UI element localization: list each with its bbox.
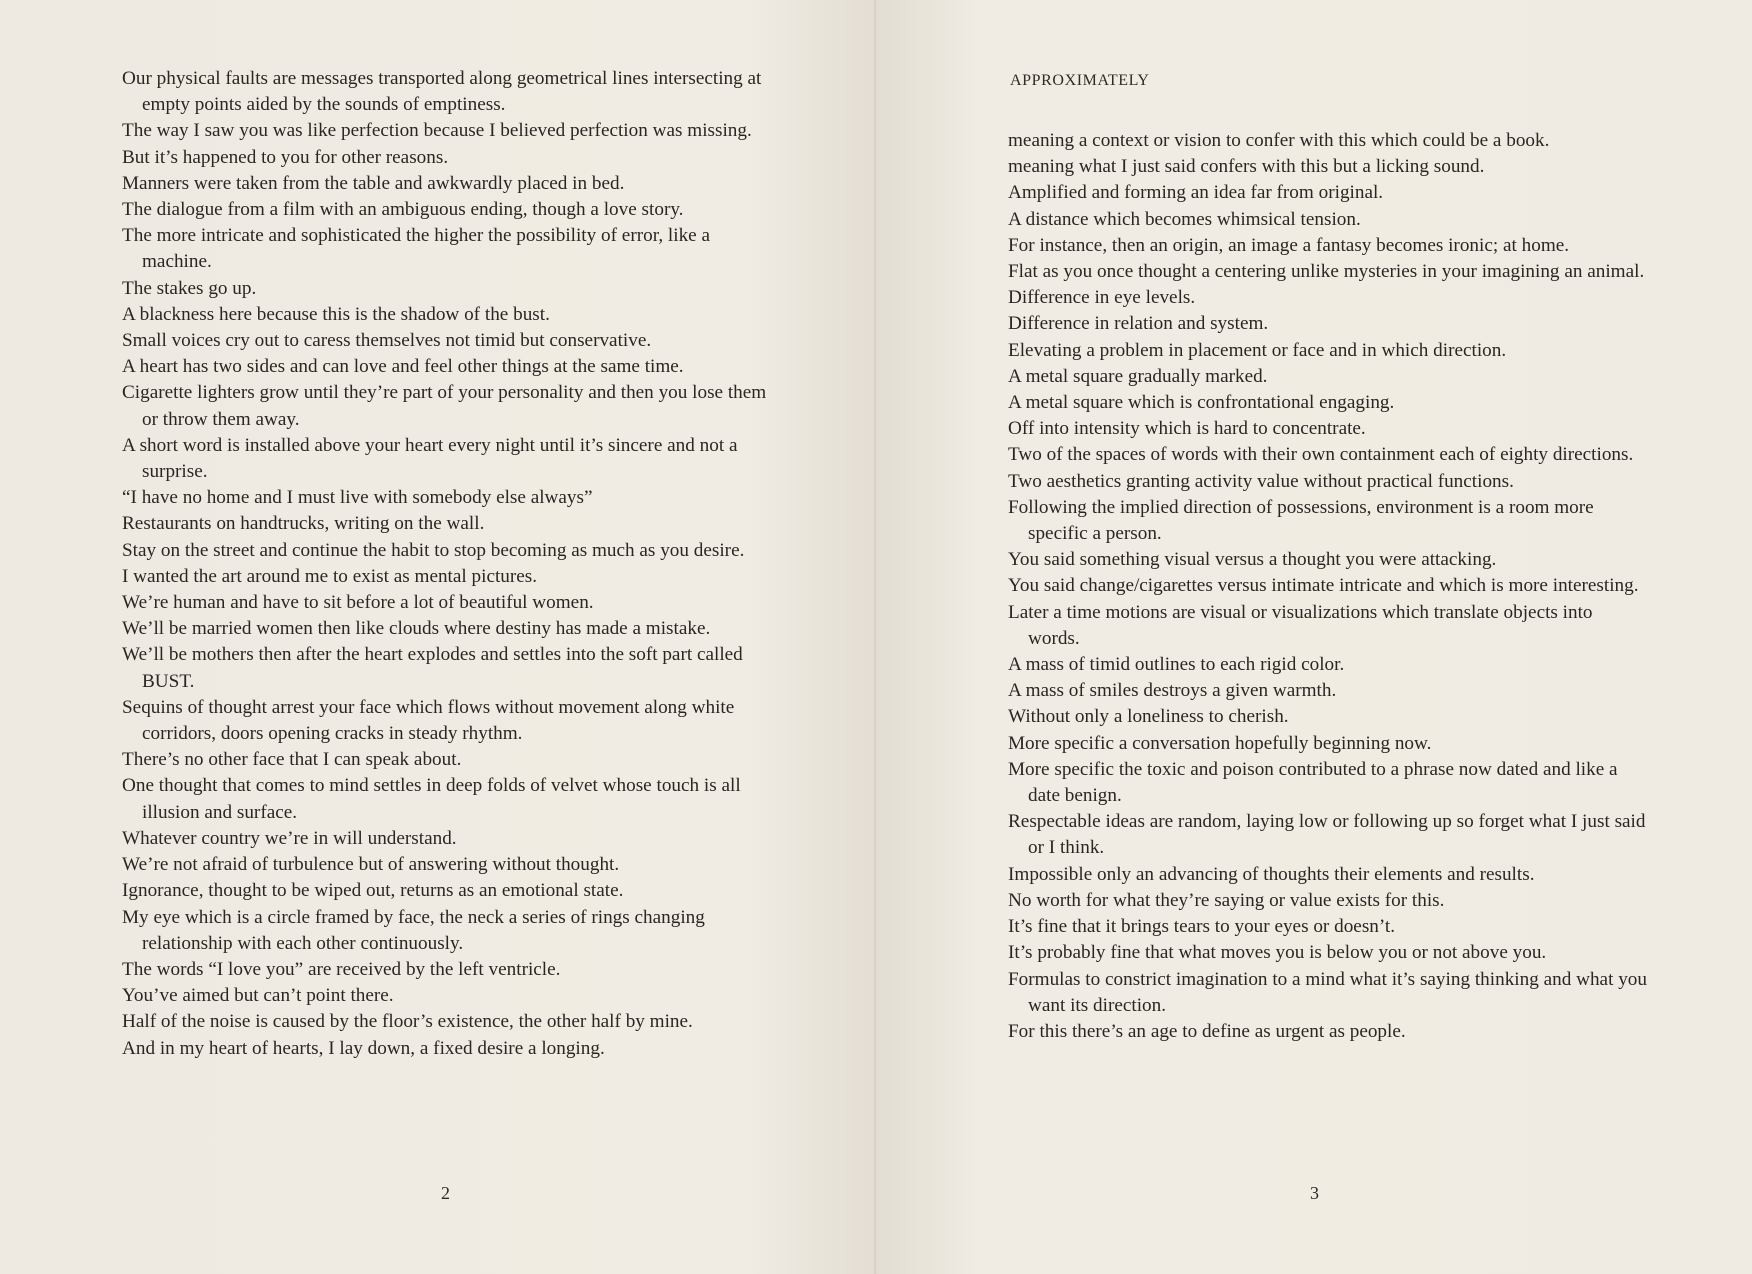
poem-line: Small voices cry out to caress themselves not timid but conservative. [122, 330, 652, 352]
poem-line: Off into intensity which is hard to concentrate. [1008, 418, 1366, 440]
poem-line: Following the implied direction of possessions, environment is a room more specific a person. [1008, 496, 1594, 545]
poem-line: A metal square gradually marked. [1008, 365, 1268, 387]
poem-line: “I have no home and I must live with somebody else always” [122, 487, 593, 509]
poem-line: A blackness here because this is the shadow of the bust. [122, 303, 550, 325]
poem-line: We’ll be married women then like clouds where destiny has made a mistake. [122, 618, 711, 640]
poem-line: And in my heart of hearts, I lay down, a fixed desire a longing. [122, 1037, 605, 1059]
page-number: 2 [441, 1183, 450, 1203]
poem-line: One thought that comes to mind settles in deep folds of velvet whose touch is all illusion and surface. [122, 775, 741, 823]
page-number: 3 [1310, 1183, 1319, 1203]
poem-line: The way I saw you was like perfection because I believed perfection was missing. [122, 120, 752, 142]
poem-line: Our physical faults are messages transported along geometrical lines intersecting at empty points aided by the sounds of emptiness. [122, 68, 762, 116]
poem-line: We’re not afraid of turbulence but of answering without thought. [122, 854, 620, 876]
poem-line: Difference in relation and system. [1008, 313, 1269, 335]
poem-line: Later a time motions are visual or visualizations which translate objects into words. [1008, 601, 1593, 649]
poem-line: Half of the noise is caused by the floor’s existence, the other half by mine. [122, 1011, 693, 1033]
poem-line: Flat as you once thought a centering unlike mysteries in your imagining an animal. [1008, 261, 1645, 283]
poem-line: For instance, then an origin, an image a fantasy becomes ironic; at home. [1008, 234, 1570, 256]
poem-line: More specific a conversation hopefully beginning now. [1008, 732, 1432, 754]
poem-line: More specific the toxic and poison contributed to a phrase now dated and like a date benign. [1008, 758, 1618, 807]
poem-line: A metal square which is confrontational engaging. [1008, 392, 1395, 414]
poem-line: We’re human and have to sit before a lot of beautiful women. [122, 592, 594, 614]
poem-line: You’ve aimed but can’t point there. [122, 985, 394, 1007]
poem-line: No worth for what they’re saying or value exists for this. [1008, 889, 1445, 911]
poem-line: A heart has two sides and can love and feel other things at the same time. [122, 356, 684, 378]
right-poem [1008, 128, 1648, 1045]
poem-line: We’ll be mothers then after the heart explodes and settles into the soft part called BUST. [122, 644, 743, 692]
poem-line: The words “I love you” are received by the left ventricle. [122, 958, 561, 980]
poem-line: I wanted the art around me to exist as mental pictures. [122, 565, 538, 587]
poem-line: My eye which is a circle framed by face, the neck a series of rings changing relationship with each other continuously. [122, 906, 705, 954]
poem-line: You said something visual versus a thought you were attacking. [1008, 549, 1497, 571]
poem-line: You said change/cigarettes versus intimate intricate and which is more interesting. [1008, 575, 1639, 597]
poem-line: Cigarette lighters grow until they’re part of your personality and then you lose them or throw them away. [122, 382, 767, 430]
right-page [876, 0, 1752, 1274]
poem-line: Ignorance, thought to be wiped out, returns as an emotional state. [122, 880, 624, 902]
poem-line: Whatever country we’re in will understand. [122, 827, 457, 849]
poem-line: Restaurants on handtrucks, writing on the wall. [122, 513, 485, 535]
poem-line: Elevating a problem in placement or face and in which direction. [1008, 339, 1507, 361]
running-head: APPROXIMATELY [1010, 72, 1150, 89]
poem-line: Formulas to constrict imagination to a mind what it’s saying thinking and what you want its direction. [1008, 968, 1647, 1016]
poem-line: The more intricate and sophisticated the higher the possibility of error, like a machine. [122, 225, 711, 273]
poem-line: Two of the spaces of words with their own containment each of eighty directions. [1008, 444, 1634, 466]
left-poem [122, 66, 782, 1062]
poem-line: meaning what I just said confers with this but a licking sound. [1008, 156, 1485, 178]
poem-line: It’s probably fine that what moves you is below you or not above you. [1008, 942, 1547, 964]
poem-line: Respectable ideas are random, laying low or following up so forget what I just said or I think. [1008, 811, 1646, 859]
poem-line: The stakes go up. [122, 277, 257, 299]
poem-line: A mass of smiles destroys a given warmth. [1008, 680, 1337, 702]
poem-line: For this there’s an age to define as urgent as people. [1008, 1020, 1406, 1042]
poem-line: The dialogue from a film with an ambiguous ending, though a love story. [122, 199, 684, 221]
poem-line: It’s fine that it brings tears to your eyes or doesn’t. [1008, 916, 1396, 938]
poem-line: Two aesthetics granting activity value without practical functions. [1008, 470, 1514, 492]
poem-line: There’s no other face that I can speak about. [122, 749, 462, 771]
poem-line: Stay on the street and continue the habit to stop becoming as much as you desire. [122, 539, 745, 561]
poem-line: Difference in eye levels. [1008, 287, 1196, 309]
poem-line: Sequins of thought arrest your face which flows without movement along white corridors, doors opening cracks in steady rhythm. [122, 696, 735, 745]
poem-line: But it’s happened to you for other reasons. [122, 146, 449, 168]
poem-line: Without only a loneliness to cherish. [1008, 706, 1289, 728]
poem-line: A mass of timid outlines to each rigid color. [1008, 654, 1345, 676]
poem-line: A short word is installed above your heart every night until it’s sincere and not a surprise. [122, 434, 738, 483]
poem-line: A distance which becomes whimsical tension. [1008, 208, 1361, 230]
poem-line: meaning a context or vision to confer with this which could be a book. [1008, 130, 1550, 151]
poem-line: Impossible only an advancing of thoughts their elements and results. [1008, 863, 1535, 885]
poem-line: Amplified and forming an idea far from original. [1008, 182, 1384, 204]
poem-line: Manners were taken from the table and awkwardly placed in bed. [122, 172, 625, 194]
